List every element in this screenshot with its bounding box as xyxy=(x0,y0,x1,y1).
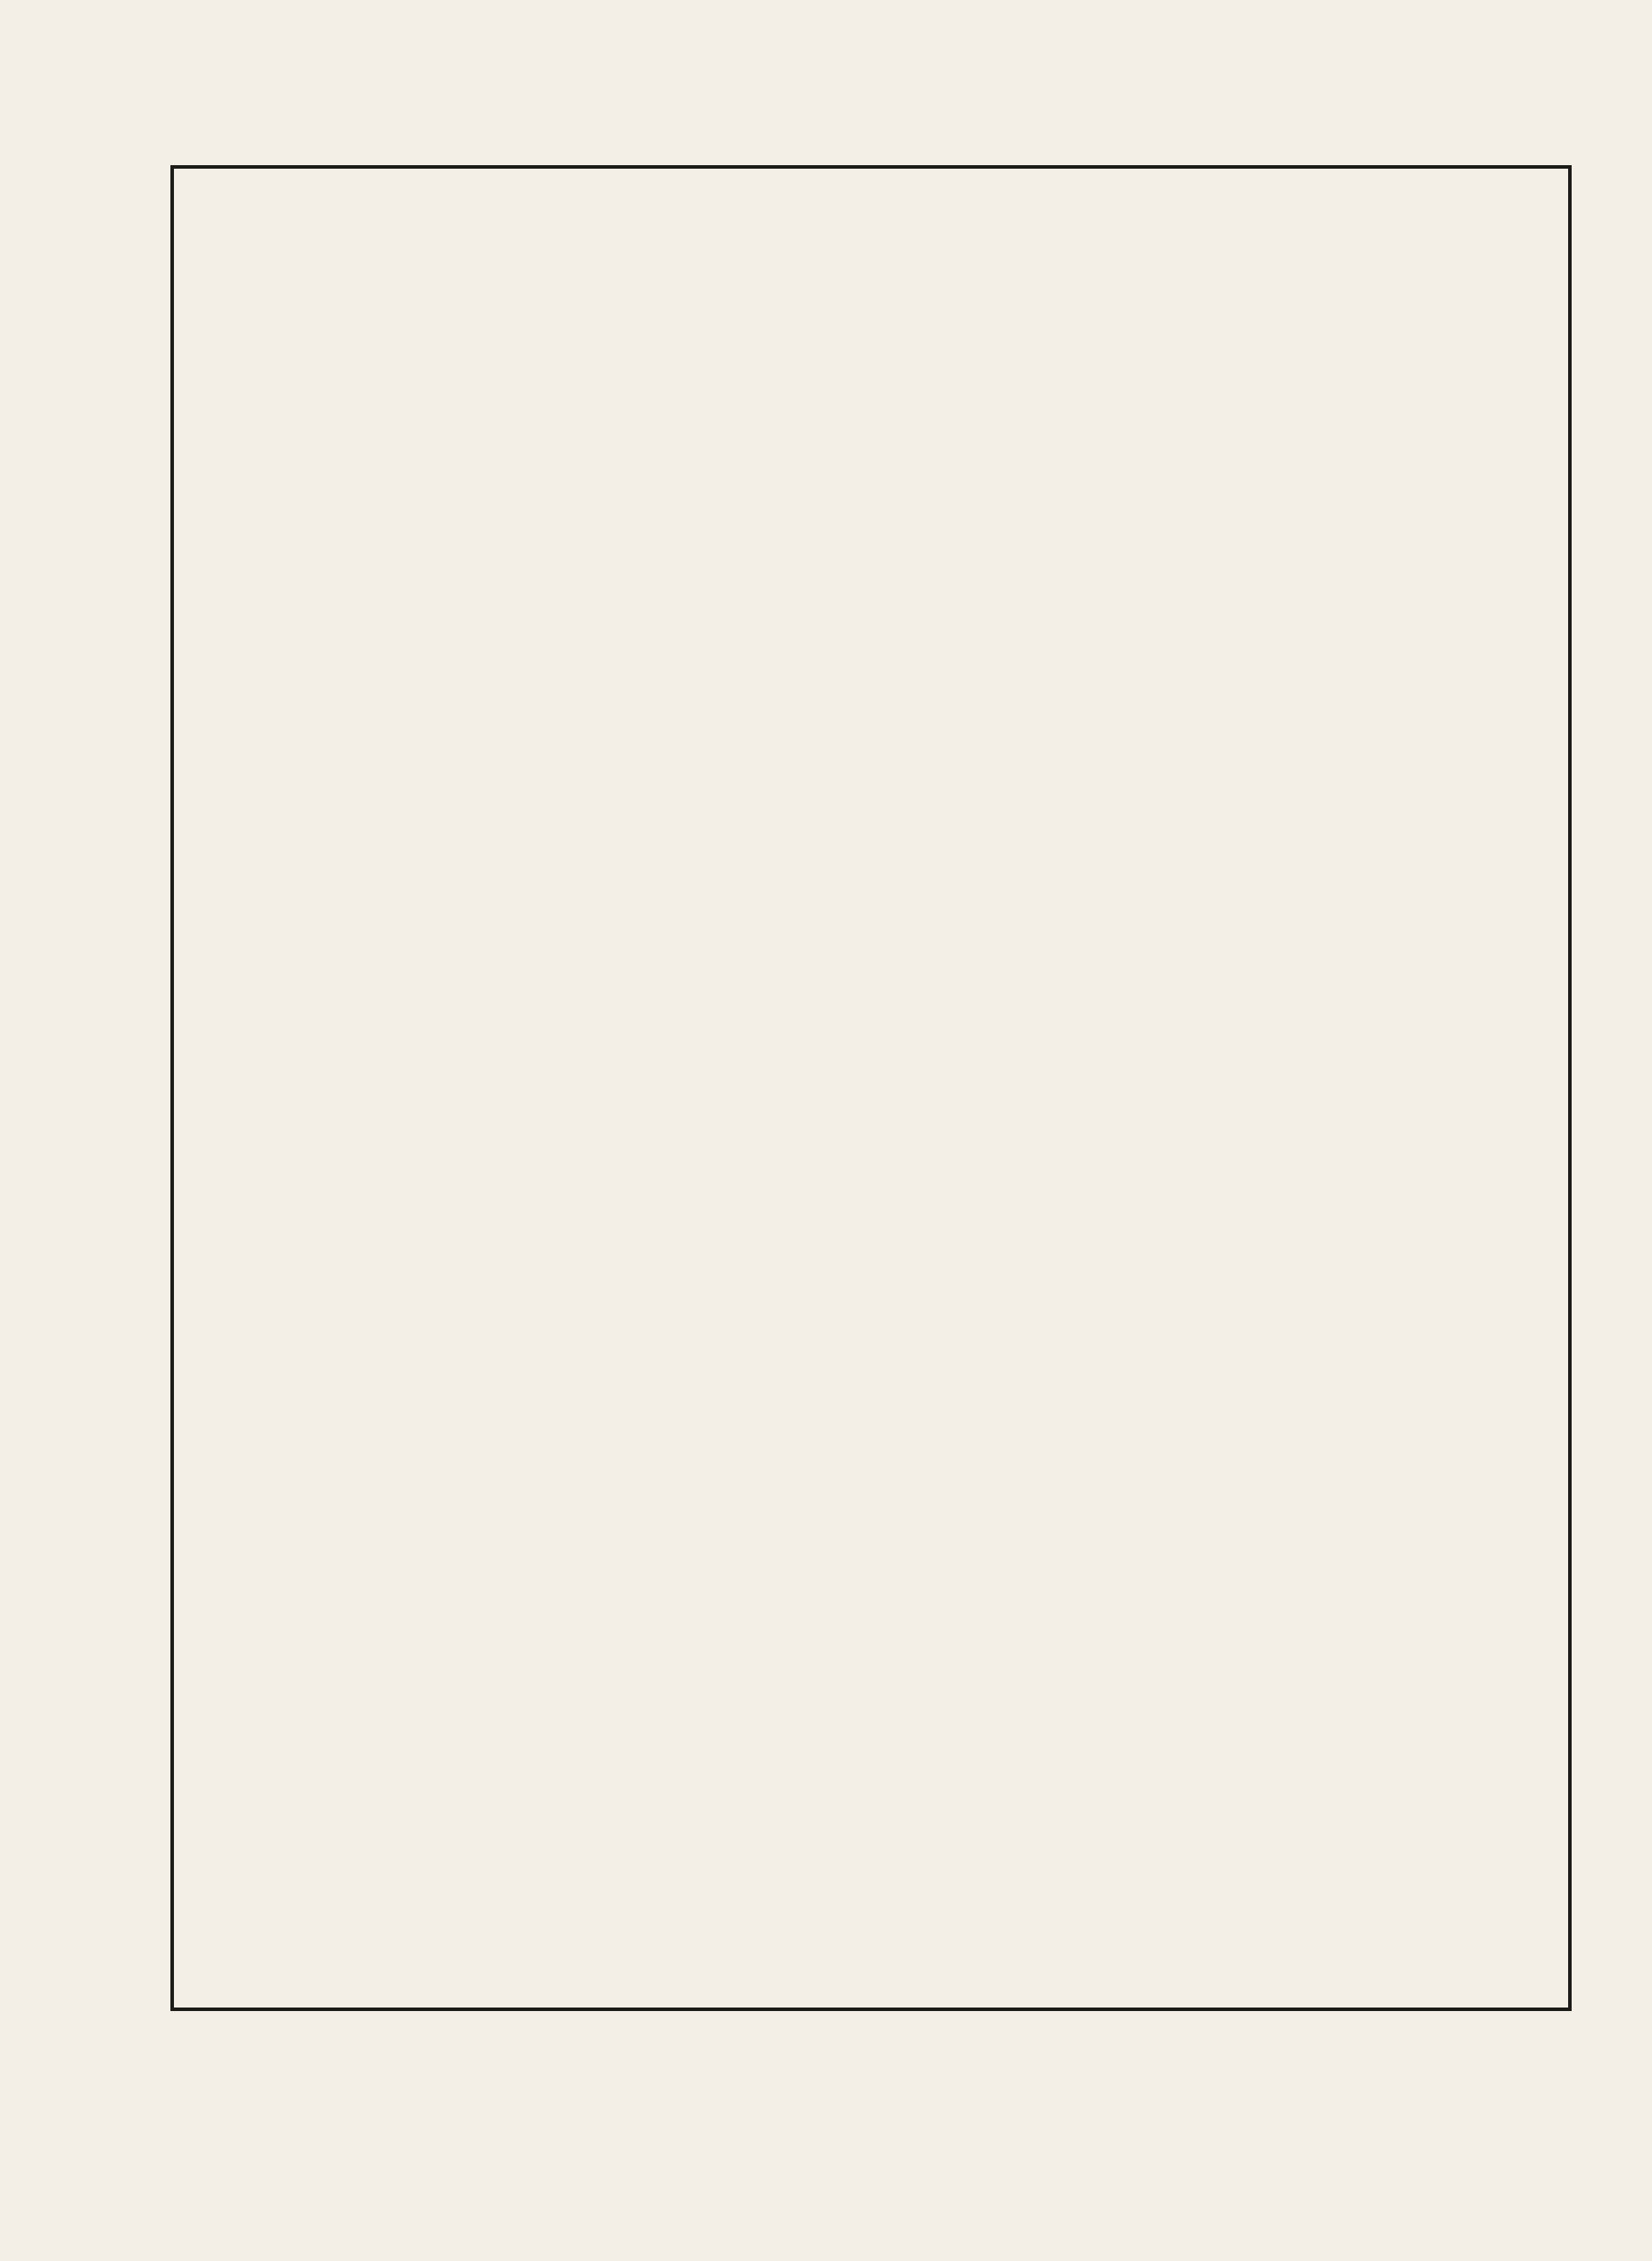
page-border xyxy=(170,165,1572,2011)
